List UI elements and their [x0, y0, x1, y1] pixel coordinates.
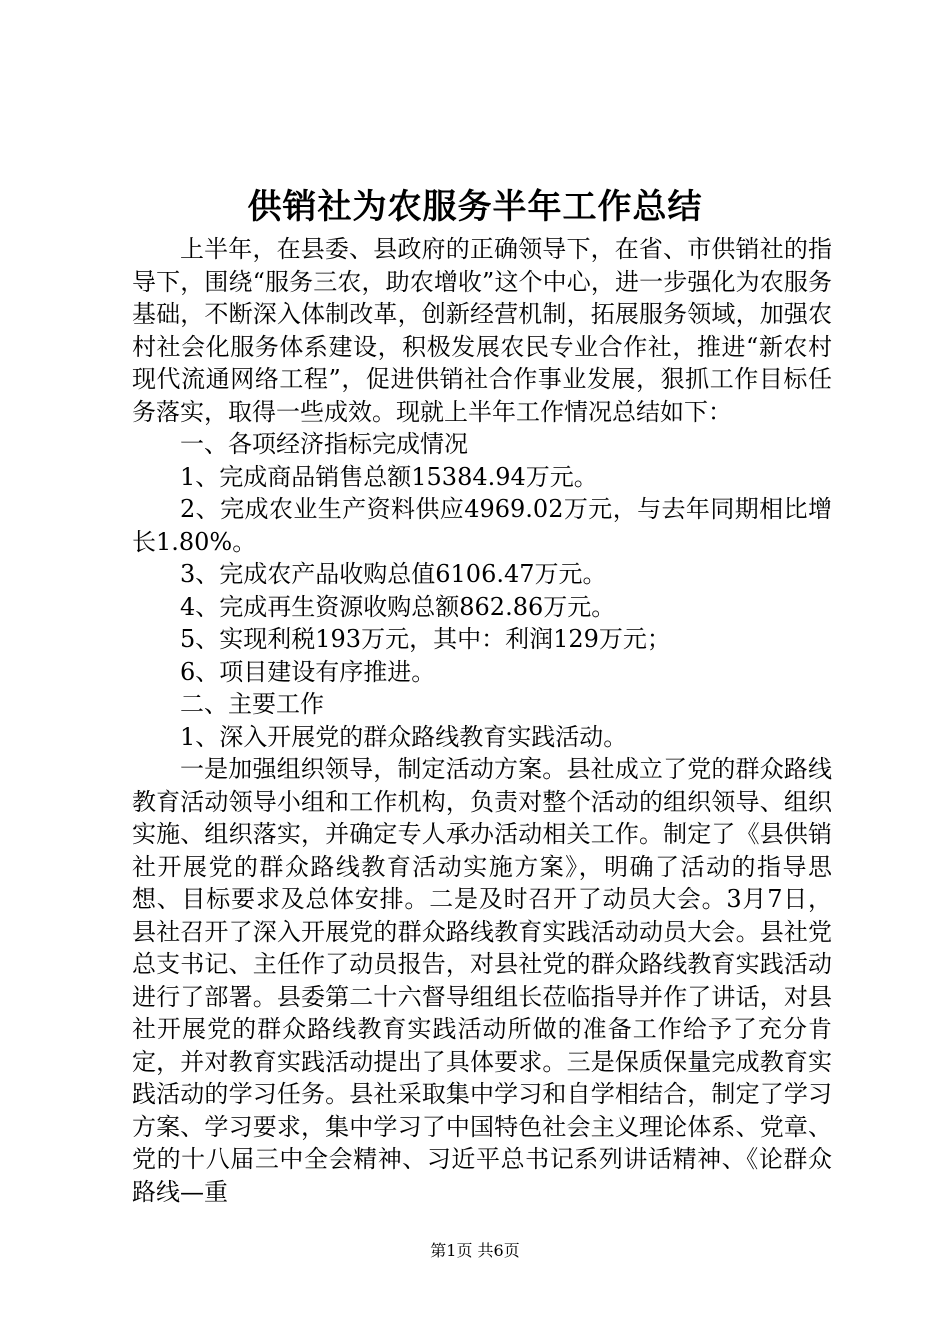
- list-item-3: 3、完成农产品收购总值6106.47万元。: [180, 560, 607, 588]
- section-heading-1: 一、各项经济指标完成情况: [180, 430, 468, 458]
- list-item-6: 6、项目建设有序推进。: [180, 657, 436, 686]
- list-item-5: 5、实现利税193万元，其中：利润129万元；: [180, 625, 671, 653]
- paragraph-activity: 一是加强组织领导，制定活动方案。县社成立了党的群众路线教育活动领导小组和工作机构，负责对整个活动的组织领导、组织实施、组织落实，并确定专人承办活动相关工作。制定了《县供销社开展党的群众路线教育活动实施方案》，明确了活动的指导思想、目标要求及总体安排。二是及时召开了动员大会。3月7日，县社召开了深入开展党的群众路线教育实践活动动员大会。县社党总支书记、主任作了动员报告，对县社党的群众路线教育实践活动进行了部署。县委第二十六督导组组长莅临指导并作了讲话，对县社开展党的群众路线教育实践活动所做的准备工作给予了充分肯定，并对教育实践活动提出了具体要求。三是保质保量完成教育实践活动的学习任务。县社采取集中学习和自学相结合，制定了学习方案、学习要求，集中学习了中国特色社会主义理论体系、党章、党的十八届三中全会精神、习近平总书记系列讲话精神、《论群众路线—重: [132, 755, 832, 1206]
- document-body: [132, 233, 832, 1208]
- list-item-2: 2、完成农业生产资料供应4969.02万元，与去年同期相比增长1.80%。: [132, 495, 832, 556]
- page-footer: 第1页 共6页: [430, 1241, 520, 1260]
- section-heading-2: 二、主要工作: [180, 690, 324, 718]
- list-item-1: 1、完成商品销售总额15384.94万元。: [180, 462, 598, 491]
- paragraph-intro: 上半年，在县委、县政府的正确领导下，在省、市供销社的指导下，围绕“服务三农，助农增收”这个中心，进一步强化为农服务基础，不断深入体制改革，创新经营机制，拓展服务领域，加强农村社会化服务体系建设，积极发展农民专业合作社，推进“新农村现代流通网络工程”，促进供销社合作事业发展，狠抓工作目标任务落实，取得一些成效。现就上半年工作情况总结如下：: [132, 235, 832, 426]
- list-item-4: 4、完成再生资源收购总额862.86万元。: [180, 592, 616, 621]
- document-title: 供销社为农服务半年工作总结: [247, 187, 703, 227]
- subsection-heading-1: 1、深入开展党的群众路线教育实践活动。: [180, 722, 628, 751]
